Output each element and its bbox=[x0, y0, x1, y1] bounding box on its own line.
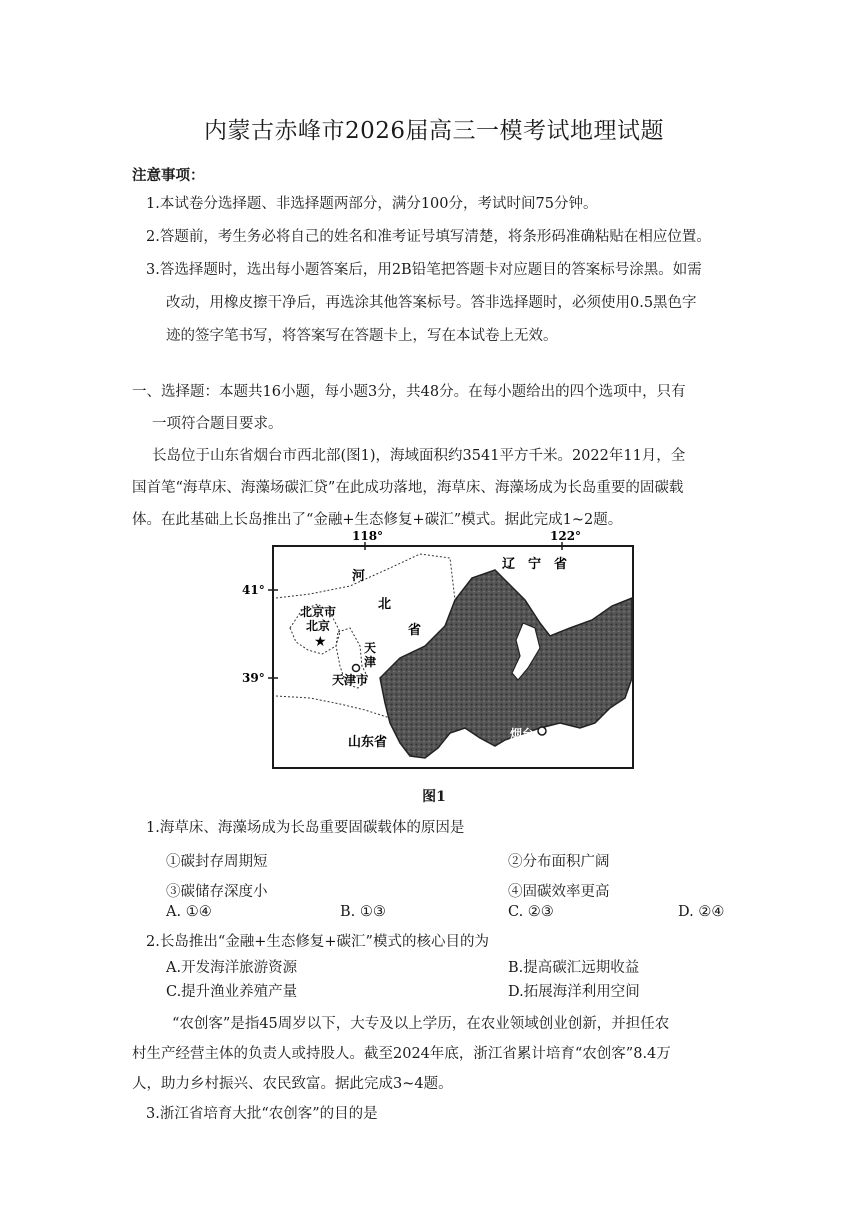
q3-stem: 3.浙江省培育大批“农创客”的目的是 bbox=[146, 1106, 378, 1122]
shandong-label: 山东省 bbox=[348, 735, 388, 750]
longitude-label-118: 118° bbox=[352, 529, 384, 543]
passage2-line-3: 人，助力乡村振兴、农民致富。据此完成3~4题。 bbox=[132, 1076, 453, 1092]
beijing-label: 北京 bbox=[306, 619, 331, 633]
yantai-label: 烟台 bbox=[510, 727, 535, 741]
q1-statement-1: ①碳封存周期短 bbox=[166, 854, 268, 870]
passage2-line-1: “农创客”是指45周岁以下，大专及以上学历，在农业领域创业创新，并担任农 bbox=[172, 1016, 670, 1032]
figure-caption: 图1 bbox=[422, 789, 446, 805]
notice-item-3-cont-2: 迹的签字笔书写，将答案写在答题卡上，写在本试卷上无效。 bbox=[166, 328, 558, 344]
q2-option-d: D.拓展海洋利用空间 bbox=[508, 984, 640, 1000]
exam-title: 内蒙古赤峰市2026届高三一模考试地理试题 bbox=[203, 118, 665, 144]
notice-item-3-cont-1: 改动，用橡皮擦干净后，再选涂其他答案标号。答非选择题时，必须使用0.5黑色字 bbox=[166, 295, 697, 311]
q2-stem: 2.长岛推出“金融+生态修复+碳汇”模式的核心目的为 bbox=[146, 934, 489, 950]
q1-option-c: C. ②③ bbox=[508, 904, 554, 920]
hebei-label-3: 省 bbox=[408, 623, 422, 638]
yantai-city-marker bbox=[538, 727, 546, 735]
passage1-line-1: 长岛位于山东省烟台市西北部(图1)，海域面积约3541平方千米。2022年11月，全 bbox=[152, 448, 686, 464]
hebei-label-1: 河 bbox=[352, 569, 366, 584]
q1-option-b: B. ①③ bbox=[340, 904, 386, 920]
q2-option-a: A.开发海洋旅游资源 bbox=[166, 960, 298, 976]
q1-statement-2: ②分布面积广阔 bbox=[508, 854, 610, 870]
latitude-label-41: 41° bbox=[242, 583, 265, 597]
tianjin-label-1: 天 bbox=[364, 641, 377, 655]
latitude-label-39: 39° bbox=[242, 671, 265, 685]
section-heading-line-1: 一、选择题：本题共16小题，每小题3分，共48分。在每小题给出的四个选项中，只有 bbox=[132, 384, 686, 400]
notice-item-1: 1.本试卷分选择题、非选择题两部分，满分100分，考试时间75分钟。 bbox=[146, 196, 598, 212]
passage1-line-3: 体。在此基础上长岛推出了“金融+生态修复+碳汇”模式。据此完成1~2题。 bbox=[132, 512, 623, 528]
hebei-label-2: 北 bbox=[378, 597, 392, 612]
tianjin-label-2: 津 bbox=[364, 655, 377, 669]
beijing-star-icon: ★ bbox=[314, 634, 327, 650]
beijing-city-label: 北京市 bbox=[300, 605, 337, 619]
passage1-line-2: 国首笔“海草床、海藻场碳汇贷”在此成功落地，海草床、海藻场成为长岛重要的固碳载 bbox=[132, 480, 684, 496]
tianjin-city-marker bbox=[353, 665, 360, 672]
notice-item-3: 3.答选择题时，选出每小题答案后，用2B铅笔把答题卡对应题目的答案标号涂黑。如需 bbox=[146, 262, 702, 278]
notice-heading: 注意事项： bbox=[132, 167, 205, 184]
q1-statement-3: ③碳储存深度小 bbox=[166, 884, 268, 900]
q1-option-d: D. ②④ bbox=[678, 904, 725, 920]
q1-stem: 1.海草床、海藻场成为长岛重要固碳载体的原因是 bbox=[146, 820, 465, 836]
section-heading-line-2: 一项符合题目要求。 bbox=[152, 416, 283, 432]
liaoning-label: 辽 宁 省 bbox=[502, 557, 568, 572]
passage2-line-2: 村生产经营主体的负责人或持股人。截至2024年底，浙江省累计培育“农创客”8.4万 bbox=[132, 1046, 671, 1062]
longitude-label-122: 122° bbox=[550, 529, 582, 543]
q2-option-b: B.提高碳汇远期收益 bbox=[508, 960, 640, 976]
q1-option-a: A. ①④ bbox=[166, 904, 212, 920]
figure-1-map bbox=[240, 528, 640, 778]
q1-statement-4: ④固碳效率更高 bbox=[508, 884, 610, 900]
notice-item-2: 2.答题前，考生务必将自己的姓名和准考证号填写清楚，将条形码准确粘贴在相应位置。 bbox=[146, 229, 711, 245]
q2-option-c: C.提升渔业养殖产量 bbox=[166, 984, 298, 1000]
tianjin-city-label: 天津市 bbox=[332, 673, 369, 687]
